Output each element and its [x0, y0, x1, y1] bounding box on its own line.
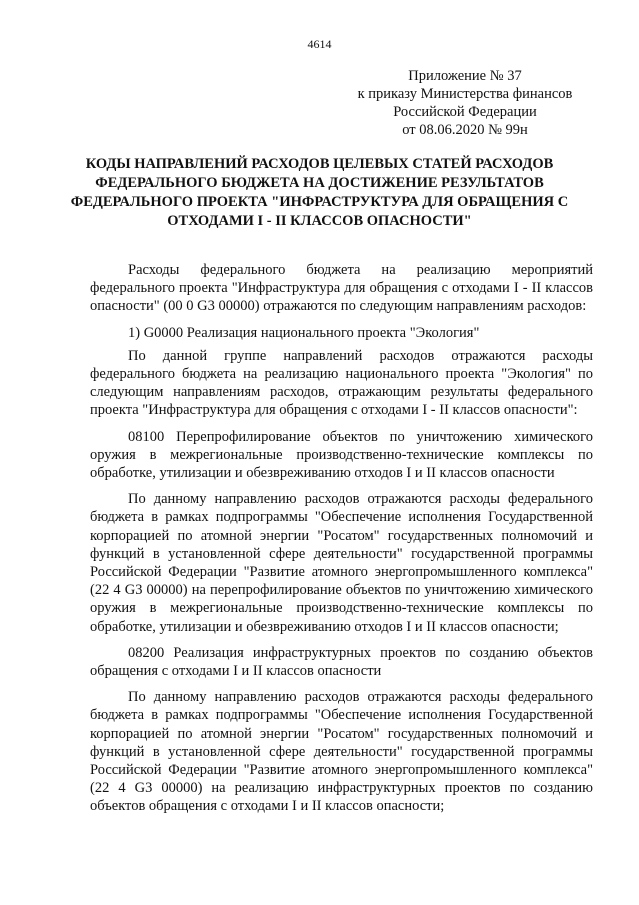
page-number: 4614: [307, 37, 332, 51]
intro-paragraph: Расходы федерального бюджета на реализацию мероприятий федерального проекта "Инфраструктура для обращения с отходами I - II классов опасности" (00 0 G3 00000) отражаются по следующим направлениям расходов:: [90, 262, 593, 315]
document-title: КОДЫ НАПРАВЛЕНИЙ РАСХОДОВ ЦЕЛЕВЫХ СТАТЕЙ РАСХОДОВ ФЕДЕРАЛЬНОГО БЮДЖЕТА НА ДОСТИЖЕНИЕ РЕЗУЛЬТАТОВ ФЕДЕРАЛЬНОГО ПРОЕКТА "ИНФРАСТРУКТУРА ДЛЯ ОБРАЩЕНИЯ С ОТХОДАМИ I - II КЛАССОВ ОПАСНОСТИ": [70, 156, 569, 229]
code-08100-heading: 08100 Перепрофилирование объектов по уничтожению химического оружия в межрегиональные производственно-технические комплексы по обработке, утилизации и обезвреживанию отходов I и II классов опасности: [90, 428, 593, 482]
code-08200-heading: 08200 Реализация инфраструктурных проектов по созданию объектов обращения с отходами I и II классов опасности: [90, 644, 593, 680]
section-heading: 1) G0000 Реализация национального проекта "Экология": [128, 324, 480, 341]
appendix-issuer: Российской Федерации: [393, 104, 537, 120]
appendix-order: к приказу Министерства финансов: [357, 86, 573, 102]
appendix-header: [330, 67, 600, 139]
group-description: По данной группе направлений расходов отражаются расходы федерального бюджета на реализацию национального проекта "Экология" по следующим направлениям расходов, отражающим результаты федерального проекта "Инфраструктура для обращения с отходами I - II классов опасности":: [90, 347, 593, 419]
code-08100-description: По данному направлению расходов отражаются расходы федерального бюджета в рамках подпрограммы "Обеспечение исполнения Государственной корпорацией по атомной энергии "Росатом" государственных полномочий и функций в установленной сфере деятельности" государственной программы Российской Федерации "Развитие атомного энергопромышленного комплекса" (22 4 G3 00000) на перепрофилирование объектов по уничтожению химического оружия в межрегиональные производственно-технические комплексы по обработке, утилизации и обезвреживанию отходов I и II классов опасности;: [90, 491, 593, 635]
document-body: [90, 261, 593, 824]
appendix-number: Приложение № 37: [408, 68, 522, 84]
appendix-date: от 08.06.2020 № 99н: [402, 122, 528, 138]
code-08200-description: По данному направлению расходов отражаются расходы федерального бюджета в рамках подпрограммы "Обеспечение исполнения Государственной корпорацией по атомной энергии "Росатом" государственных полномочий и функций в установленной сфере деятельности" государственной программы Российской Федерации "Развитие атомного энергопромышленного комплекса" (22 4 G3 00000) на реализацию инфраструктурных проектов по созданию объектов обращения с отходами I и II классов опасности;: [90, 689, 593, 815]
